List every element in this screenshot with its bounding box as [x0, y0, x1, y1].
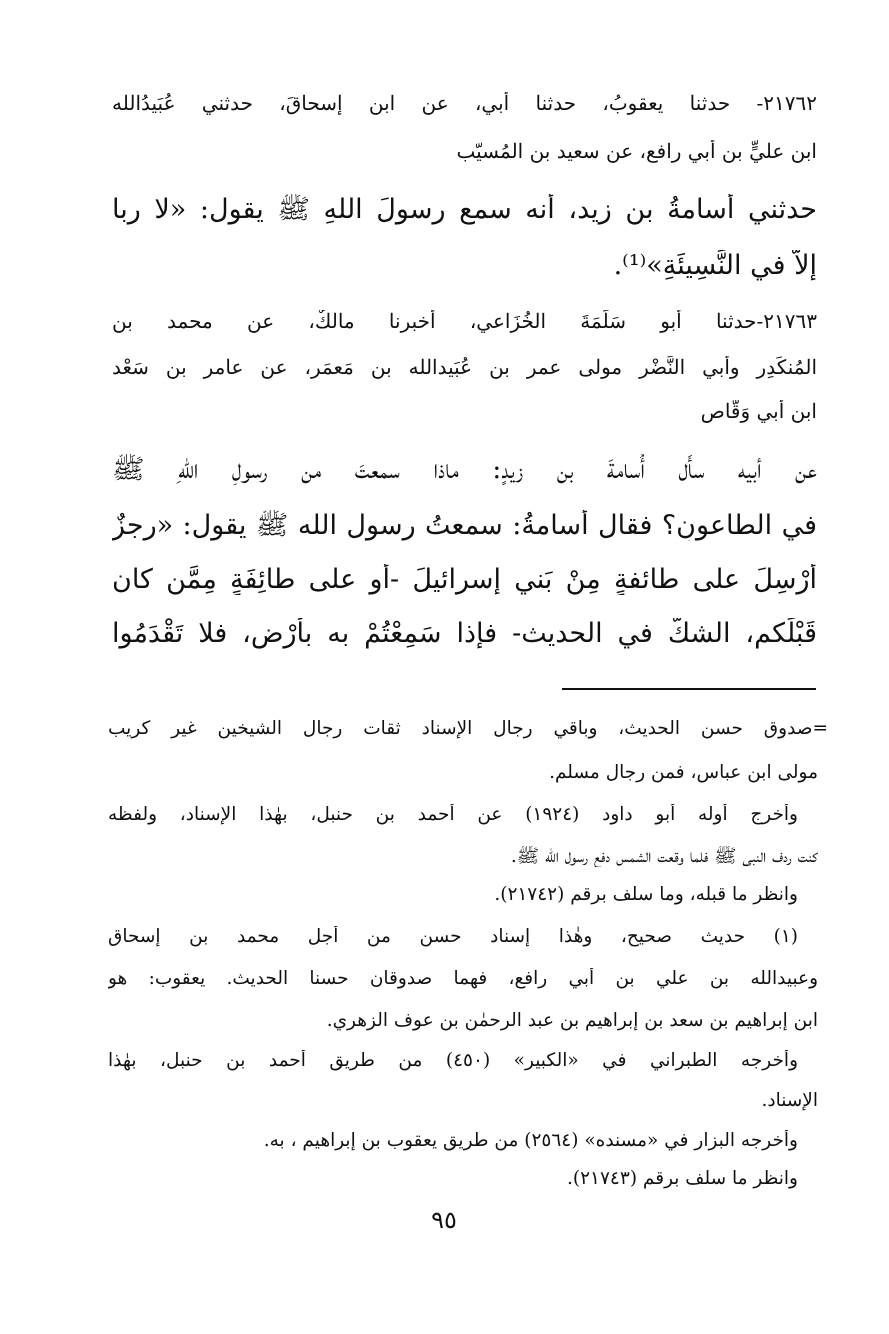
hadith-21763-matn-line-4: قَبْلَكم، الشكُّ في الحديث- فإذا سَمِعْتُمْ به بأَرْضٍ، فلا تَقْدَمُوا: [112, 618, 817, 649]
hadith-21762-matn-line-1: حدثني أُسامةُ بن زيد، أنه سمع رسولَ اللهِ ﷺ يقول: «لا رِبا: [112, 194, 817, 225]
footnote-line-1: =صدوق حسن الحديث، وباقي رجال الإسناد ثقات رجال الشيخين غير كريب: [108, 718, 828, 739]
hadith-21762-isnad-line-2: ابن عليٍّ بن أبي رافعٍ، عن سعيد بن المُسيّب: [456, 140, 817, 163]
footnote-line-2: مولى ابن عباس، فمن رجال مسلم.: [549, 762, 818, 783]
hadith-21762-isnad-line-1: ٢١٧٦٢- حدثنا يعقوبُ، حدثنا أَبي، عن ابن إسحاقَ، حدثني عُبَيدُالله: [112, 92, 817, 115]
footnote-line-11: وأخرجه البزار في «مسنده» (٢٥٦٤) من طريق يعقوب بن إبراهيم ، به.: [263, 1130, 798, 1151]
hadith-21763-isnad-line-1: ٢١٧٦٣-حدثنا أبو سَلَمَةَ الخُزَاعي، أخبرنا مالكٌ، عن محمد بن: [112, 310, 817, 333]
hadith-21763-matn-line-3: أُرْسِلَ على طائفةٍ مِنْ بَني إسرائيلَ -أو على طائِفَةٍ مِمَّن كان: [112, 564, 817, 595]
footnote-line-5: وانظر ما قبله، وما سلف برقم (٢١٧٤٢).: [494, 884, 798, 905]
footnote-line-6: (١) حديث صحيح، وهٰذا إسناد حسن من أجل محمد بن إسحاق: [108, 926, 798, 947]
footnote-line-12: وانظر ما سلف برقم (٢١٧٤٣).: [567, 1168, 798, 1189]
footnote-line-3: وأخرج أوله أبو داود (١٩٢٤) عن أحمد بن حنبل، بهٰذا الإسناد، ولفظه: [108, 804, 798, 825]
footnote-line-8: ابن إبراهيم بن سعد بن إبراهيم بن عبد الرحمٰن بن عوف الزهري.: [326, 1010, 818, 1031]
footnote-divider: [562, 688, 816, 690]
hadith-21763-matn-line-1: عن أبيه سأَل أُسامةَ بن زيدٍ: ماذا سمعتَ من رسولِ اللهِ ﷺ: [112, 454, 817, 485]
footnote-line-10: الإسناد.: [761, 1090, 818, 1111]
footnote-line-7: وعبيدالله بن علي بن أبي رافع، فهما صدوقان حسنا الحديث. يعقوب: هو: [108, 968, 818, 989]
footnote-line-4: كنت ردف النبي ﷺ فلما وقعت الشمس دفع رسول الله ﷺ.: [510, 846, 818, 867]
page-number: ٩٥: [431, 1206, 457, 1234]
footnote-line-9: وأخرجه الطبراني في «الكبير» (٤٥٠) من طريق أحمد بن حنبل، بهٰذا: [108, 1050, 798, 1071]
hadith-21763-isnad-line-2: المُنكَدِرِ وأَبي النَّضْر مولى عمر بن عُبَيدالله بن مَعمَر، عن عامر بن سَعْد: [112, 356, 817, 379]
hadith-21763-isnad-line-3: ابن أبي وَقَّاص: [700, 400, 817, 423]
hadith-21763-matn-line-2: في الطاعونِ؟ فقال أُسامةُ: سمعتُ رسول الله ﷺ يقول: «رِجزٌ: [112, 510, 817, 541]
hadith-21762-matn-line-2: إلاَّ في النَّسِيئَةِ»⁽¹⁾.: [613, 250, 817, 281]
